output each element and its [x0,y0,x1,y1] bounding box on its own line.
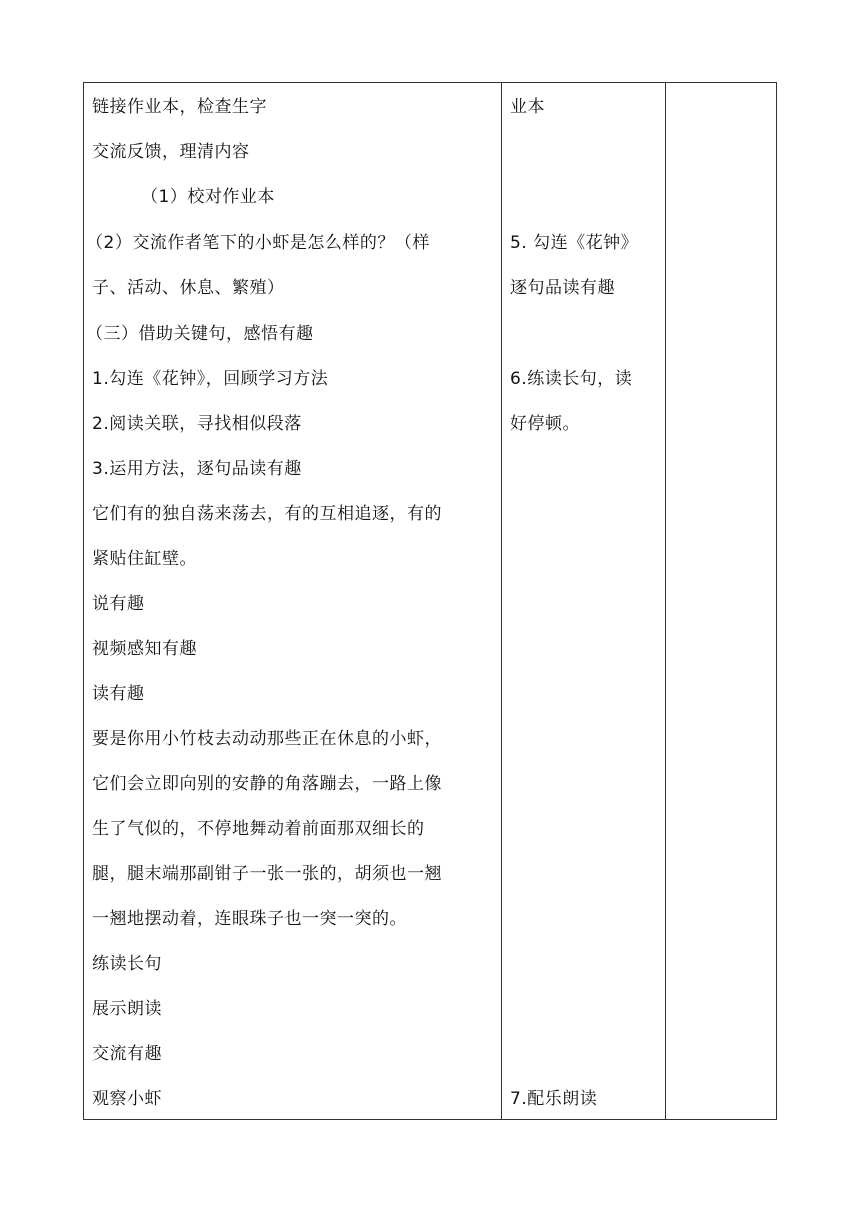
text-line: 逐句品读有趣 [510,278,615,298]
text-line: 说有趣 [92,594,145,614]
empty-notes-column [666,83,776,1119]
text-line: 3.运用方法，逐句品读有趣 [92,459,302,479]
text-line: 交流反馈，理清内容 [92,142,250,162]
text-line: （2）交流作者笔下的小虾是怎么样的？（样 [86,233,430,253]
text-line: 5. 勾连《花钟》 [510,233,639,253]
text-line: 读有趣 [92,684,145,704]
text-line: 观察小虾 [92,1089,162,1109]
text-line: 2.阅读关联，寻找相似段落 [92,414,302,434]
text-line: 练读长句 [92,954,162,974]
text-line: 好停顿。 [510,414,580,434]
section-heading: （三）借助关键句，感悟有趣 [86,324,314,344]
text-line: 它们有的独自荡来荡去，有的互相追逐，有的 [92,504,442,524]
text-line: 业本 [510,97,545,117]
text-line: 生了气似的，不停地舞动着前面那双细长的 [92,819,425,839]
text-line: 展示朗读 [92,999,162,1019]
design-intent-column [502,83,666,1119]
text-line: （1）校对作业本 [141,187,275,207]
text-line: 紧贴住缸壁。 [92,549,197,569]
text-line: 视频感知有趣 [92,639,197,659]
text-line: 一翘地摆动着，连眼珠子也一突一突的。 [92,909,407,929]
text-line: 它们会立即向别的安静的角落蹦去，一路上像 [92,774,442,794]
text-line: 交流有趣 [92,1044,162,1064]
teaching-process-column [84,83,502,1119]
text-line: 1.勾连《花钟》，回顾学习方法 [92,369,329,389]
lesson-plan-table [83,82,777,1120]
text-line: 6.练读长句，读 [510,369,633,389]
text-line: 链接作业本，检查生字 [92,97,267,117]
text-line: 腿，腿末端那副钳子一张一张的，胡须也一翘 [92,864,442,884]
text-line: 子、活动、休息、繁殖） [92,278,285,298]
text-line: 要是你用小竹枝去动动那些正在休息的小虾， [92,729,442,749]
text-line: 7.配乐朗读 [510,1089,598,1109]
